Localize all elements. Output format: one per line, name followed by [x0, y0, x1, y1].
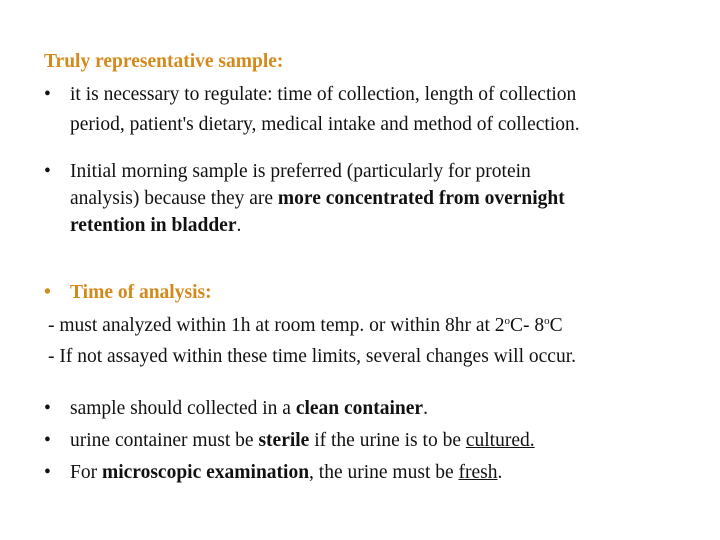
analysis-line1-mid: C- 8 [510, 315, 545, 336]
analysis-line1-end: C [549, 315, 563, 336]
analysis-line2: - If not assayed within these time limits, several changes will occur. [48, 346, 576, 367]
item1-text: sample should collected in a [70, 398, 296, 419]
degree-mark: o [504, 315, 511, 327]
bullet2-line2 [70, 187, 565, 211]
bullet1-line2: period, patient's dietary, medical intake and method of collection. [70, 114, 580, 135]
item2-mid: if the urine is to be [309, 430, 466, 451]
item2-bold: sterile [258, 430, 310, 451]
bullet-marker: • [44, 282, 51, 303]
item-microscopic [70, 461, 502, 485]
bullet1-line1: it is necessary to regulate: time of collection, length of collection [70, 84, 577, 105]
item1-bold: clean container [295, 398, 424, 419]
degree-mark: o [544, 315, 550, 327]
section-heading-time-of-analysis: Time of analysis: [70, 282, 212, 303]
bullet-marker: • [44, 84, 51, 105]
item-clean-container [70, 397, 428, 421]
item2-text: urine container must be [70, 430, 259, 451]
item2-underline: cultured. [465, 430, 535, 451]
item3-end: . [497, 462, 503, 483]
bullet2-line1: Initial morning sample is preferred (particularly for protein [70, 161, 531, 182]
item3-bold: microscopic examination [101, 462, 310, 483]
item3-mid: , the urine must be [309, 462, 459, 483]
item-sterile [70, 429, 535, 453]
bullet-marker: • [44, 462, 51, 483]
bullet2-line2-text: analysis) because they are [70, 188, 278, 209]
item3-text: For [70, 462, 102, 483]
bullet-marker: • [44, 398, 51, 419]
analysis-line1 [48, 314, 563, 338]
bullet-marker: • [44, 161, 51, 182]
bullet2-line3-text: . [236, 215, 242, 236]
item1-end: . [423, 398, 428, 419]
item3-underline: fresh [458, 462, 498, 483]
bullet2-line2-bold: more concentrated from overnight [277, 188, 565, 209]
analysis-line1-text: - must analyzed within 1h at room temp. or within 8hr at 2 [48, 315, 505, 336]
bullet2-line3 [70, 214, 241, 238]
section-heading-representative-sample: Truly representative sample: [44, 51, 284, 72]
bullet-marker: • [44, 430, 51, 451]
bullet2-line3-bold: retention in bladder [70, 215, 237, 236]
